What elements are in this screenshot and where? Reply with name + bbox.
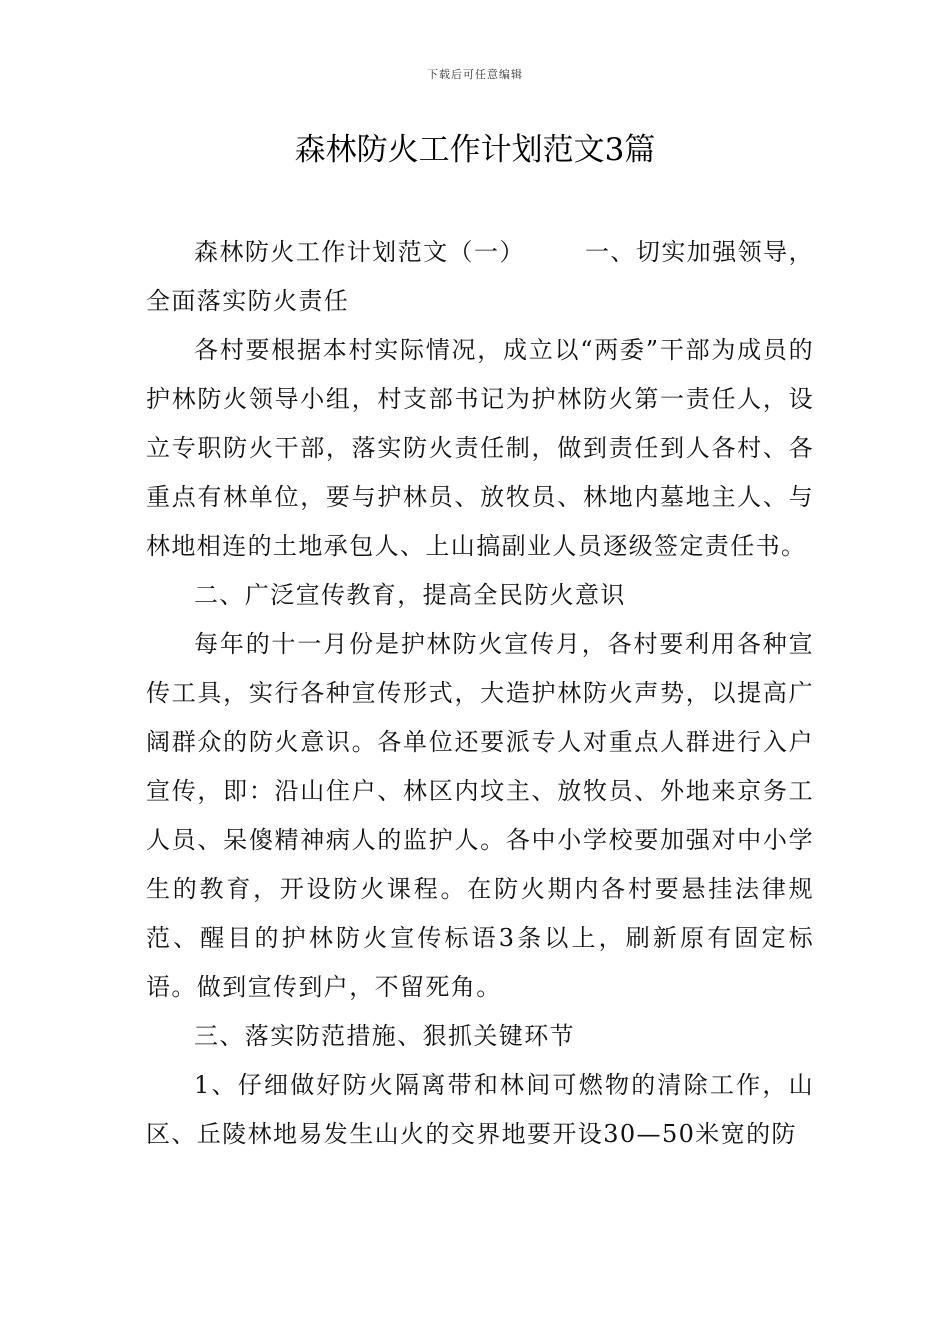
intro-section-heading: 一、切实加强领导，全面落实防火责任: [146, 238, 814, 315]
header-note: 下载后可任意编辑: [427, 68, 523, 81]
intro-subtitle: 森林防火工作计划范文（一）: [194, 238, 525, 266]
intro-paragraph: [146, 228, 814, 326]
document-body: [146, 228, 814, 1159]
body-paragraph-2: 每年的十一月份是护林防火宣传月，各村要利用各种宣传工具，实行各种宣传形式，大造护林防火声势，以提高广阔群众的防火意识。各单位还要派专人对重点人群进行入户宣传，即：沿山住户、林区内坟主、放牧员、外地来京务工人员、呆傻精神病人的监护人。各中小学校要加强对中小学生的教育，开设防火课程。在防火期内各村要悬挂法律规范、醒目的护林防火宣传标语3条以上，刷新原有固定标语。做到宣传到户，不留死角。: [146, 630, 814, 1001]
body-paragraph-1: 各村要根据本村实际情况，成立以“两委”干部为成员的护林防火领导小组，村支部书记为护林防火第一责任人，设立专职防火干部，落实防火责任制，做到责任到人各村、各重点有林单位，要与护林员、放牧员、林地内墓地主人、与林地相连的土地承包人、上山搞副业人员逐级签定责任书。: [146, 336, 814, 560]
document-title: 森林防火工作计划范文3篇: [294, 132, 656, 168]
section-heading-3: 三、落实防范措施、狠抓关键环节: [194, 1022, 575, 1050]
section-heading-2: 二、广泛宣传教育，提高全民防火意识: [194, 581, 626, 609]
body-paragraph-3: 1、仔细做好防火隔离带和林间可燃物的清除工作，山区、丘陵林地易发生山火的交界地要开设30—50米宽的防: [146, 1071, 814, 1148]
